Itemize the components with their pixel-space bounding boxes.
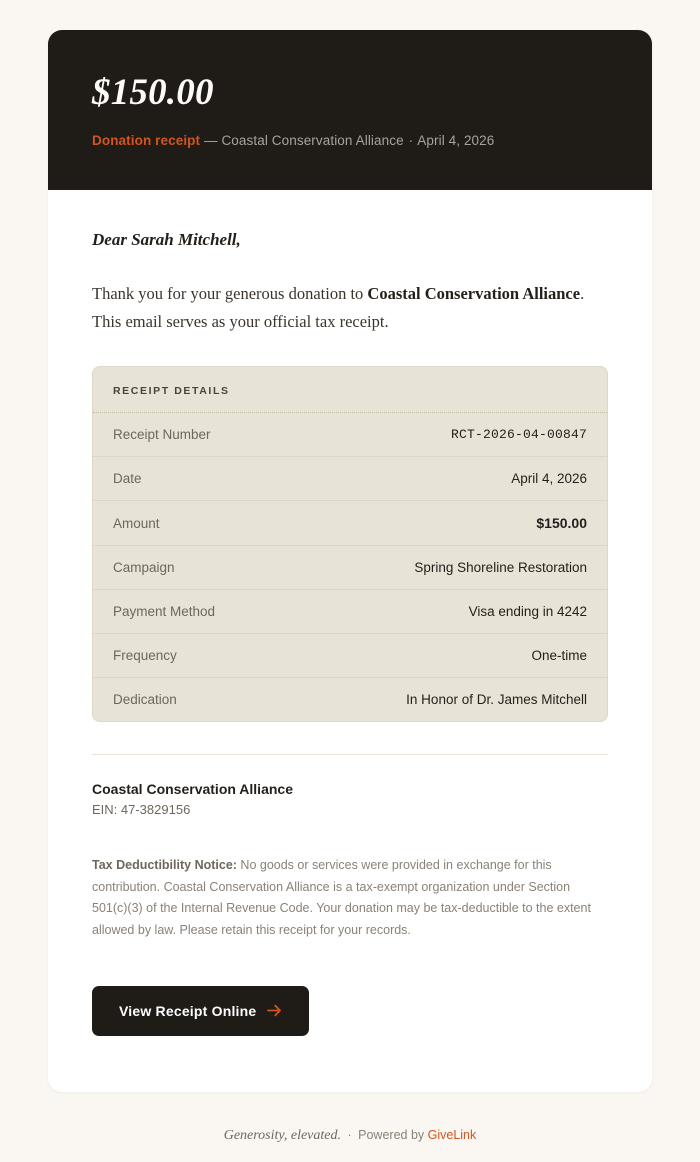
row-value-date: April 4, 2026 bbox=[511, 471, 587, 487]
receipt-details-panel bbox=[92, 366, 608, 722]
row-value-dedication: In Honor of Dr. James Mitchell bbox=[406, 692, 587, 708]
receipt-card bbox=[48, 30, 652, 1092]
row-value-frequency: One-time bbox=[531, 648, 587, 664]
receipt-details-title: RECEIPT DETAILS bbox=[93, 367, 607, 413]
notice-label: Tax Deductibility Notice: bbox=[92, 858, 237, 873]
organization-ein: EIN: 47-3829156 bbox=[92, 802, 191, 818]
row-label-campaign: Campaign bbox=[113, 560, 175, 576]
table-row bbox=[93, 590, 607, 634]
footer-tagline: Generosity, elevated. bbox=[223, 1127, 341, 1143]
row-value-receipt-number: RCT-2026-04-00847 bbox=[450, 427, 587, 443]
organization-name: Coastal Conservation Alliance bbox=[92, 781, 293, 798]
intro-text-after: . This email serves as your official tax receipt. bbox=[92, 283, 585, 331]
row-label-dedication: Dedication bbox=[113, 692, 177, 708]
row-label-date: Date bbox=[113, 471, 142, 487]
givelink-brand-link[interactable]: GiveLink bbox=[427, 1127, 477, 1142]
table-row bbox=[93, 678, 607, 721]
table-row bbox=[93, 501, 607, 546]
row-value-amount: $150.00 bbox=[536, 515, 587, 532]
table-row bbox=[93, 634, 607, 678]
table-row bbox=[93, 457, 607, 501]
intro-paragraph bbox=[92, 280, 608, 337]
view-receipt-online-button[interactable] bbox=[92, 986, 309, 1036]
arrow-right-icon bbox=[267, 1004, 282, 1017]
row-label-payment-method: Payment Method bbox=[113, 604, 216, 620]
header-dot: · bbox=[408, 133, 414, 148]
footer-powered-by: Powered by bbox=[358, 1127, 428, 1142]
header-dash: — bbox=[203, 133, 218, 148]
header-date: April 4, 2026 bbox=[417, 133, 495, 148]
receipt-header bbox=[48, 30, 652, 190]
intro-organization: Coastal Conservation Alliance bbox=[367, 283, 581, 303]
table-row bbox=[93, 413, 607, 457]
section-divider bbox=[92, 754, 608, 755]
tax-deductibility-notice bbox=[92, 855, 608, 941]
donation-amount-hero: $150.00 bbox=[92, 72, 214, 113]
row-label-frequency: Frequency bbox=[113, 648, 177, 664]
row-value-campaign: Spring Shoreline Restoration bbox=[414, 560, 587, 576]
notice-text: No goods or services were provided in exchange for this contribution. Coastal Conservation Alliance is a tax-exempt organization under Section 501(c)(3) of the Internal Revenue Code. Your donation may be tax-deductible to the extent allowed by law. Please retain this receipt for your records. bbox=[92, 858, 591, 937]
row-label-amount: Amount bbox=[113, 515, 160, 531]
row-value-payment-method: Visa ending in 4242 bbox=[468, 604, 587, 620]
table-row bbox=[93, 546, 607, 590]
intro-text-before: Thank you for your generous donation to bbox=[92, 283, 368, 303]
receipt-body bbox=[48, 190, 652, 1092]
organization-block bbox=[92, 781, 608, 817]
receipt-kicker: Donation receipt bbox=[92, 133, 201, 148]
page-footer bbox=[48, 1092, 652, 1144]
footer-separator: · bbox=[347, 1127, 352, 1142]
greeting-text: Dear Sarah Mitchell, bbox=[92, 229, 241, 249]
header-organization: Coastal Conservation Alliance bbox=[221, 133, 404, 148]
row-label-receipt-number: Receipt Number bbox=[113, 427, 211, 443]
cta-label: View Receipt Online bbox=[119, 1002, 257, 1019]
header-subtitle bbox=[92, 132, 608, 150]
